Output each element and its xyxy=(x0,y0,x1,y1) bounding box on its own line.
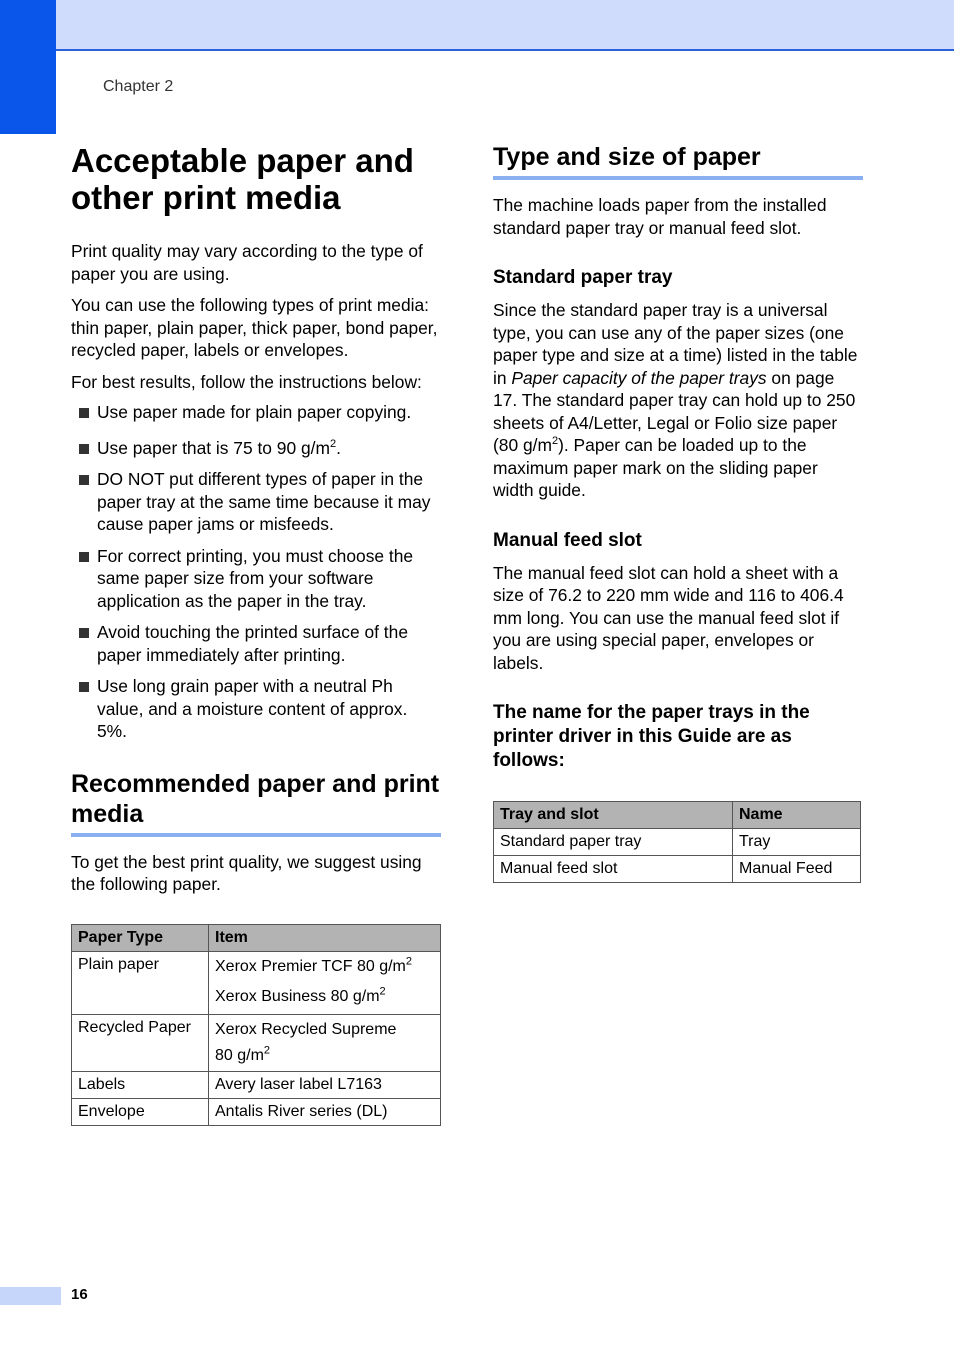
table-cell: Xerox Recycled Supreme 80 $g/m^2$ xyxy=(209,1014,441,1071)
instruction-list xyxy=(71,401,441,743)
table-row xyxy=(494,829,861,856)
recommended-intro: To get the best print quality, we suggest using the following paper. xyxy=(71,851,422,894)
square-bullet-icon xyxy=(79,408,89,418)
table-cell: Plain paper xyxy=(72,951,209,1014)
intro-paragraph-1: Print quality may vary according to the type of paper you are using. xyxy=(71,241,423,284)
table-cell: Xerox Premier TCF 80 $g/m^2$ Xerox Business 80 $g/m^2$ xyxy=(209,951,441,1014)
paper-type-table xyxy=(71,924,441,1126)
recommended-heading: Recommended paper and print media xyxy=(71,769,441,837)
list-item: Avoid touching the printed surface of the paper immediately after printing. xyxy=(71,621,441,666)
type-size-heading: Type and size of paper xyxy=(493,142,863,180)
table-cell: Avery laser label L7163 xyxy=(209,1071,441,1098)
standard-tray-heading: Standard paper tray xyxy=(493,267,673,288)
table-row xyxy=(72,1098,441,1125)
cross-reference-link[interactable]: Paper capacity of the paper trays xyxy=(511,367,767,388)
column-header: Name xyxy=(733,802,861,829)
square-bullet-icon xyxy=(79,628,89,638)
manual-feed-text: The manual feed slot can hold a sheet with a size of 76.2 to 220 mm wide and 116 to 406.4 mm long. You can use the manual feed slot if you are using special paper, envelopes or labels. xyxy=(493,562,844,673)
page-number: 16 xyxy=(71,1286,88,1303)
header-band xyxy=(0,0,954,51)
list-item: Use paper made for plain paper copying. xyxy=(71,401,441,424)
page-title: Acceptable paper and other print media xyxy=(71,142,414,216)
table-row xyxy=(72,951,441,1014)
column-header: Item xyxy=(209,924,441,951)
type-size-intro: The machine loads paper from the installed standard paper tray or manual feed slot. xyxy=(493,195,827,238)
left-column xyxy=(71,142,441,1126)
list-item: DO NOT put different types of paper in the paper tray at the same time because it may cause paper jams or misfeeds. xyxy=(71,468,441,536)
footer-bar xyxy=(0,1287,61,1305)
tray-names-heading: The name for the paper trays in the printer driver in this Guide are as follows: xyxy=(493,702,810,771)
tray-names-table xyxy=(493,801,861,883)
square-bullet-icon xyxy=(79,552,89,562)
table-cell: Envelope xyxy=(72,1098,209,1125)
list-item: Use paper that is 75 to 90 $g/m^2$. xyxy=(71,437,441,460)
table-header-row xyxy=(494,802,861,829)
square-bullet-icon xyxy=(79,475,89,485)
table-header-row xyxy=(72,924,441,951)
table-cell: Manual Feed xyxy=(733,856,861,883)
table-cell: Standard paper tray xyxy=(494,829,733,856)
column-header: Paper Type xyxy=(72,924,209,951)
table-cell: Manual feed slot xyxy=(494,856,733,883)
intro-paragraph-3: For best results, follow the instructions below: xyxy=(71,371,422,392)
standard-tray-text: Since the standard paper tray is a universal type, you can use any of the paper sizes (one paper type and size at a time) listed in the table in Paper capacity of the paper trays on page 17. The standard paper tray can hold up to 250 sheets of A4/Letter, Legal or Folio size paper (80 $g/m^2$). Paper can be loaded up to the maximum paper mark on the sliding paper width guide. xyxy=(493,300,858,500)
table-cell: Antalis River series (DL) xyxy=(209,1098,441,1125)
chapter-tab-marker xyxy=(0,0,56,134)
table-row xyxy=(72,1014,441,1071)
square-bullet-icon xyxy=(79,682,89,692)
column-header: Tray and slot xyxy=(494,802,733,829)
list-item: For correct printing, you must choose the same paper size from your software application as the paper in the tray. xyxy=(71,545,441,613)
table-cell: Labels xyxy=(72,1071,209,1098)
right-column xyxy=(493,142,863,883)
manual-feed-heading: Manual feed slot xyxy=(493,529,642,551)
table-cell: Tray xyxy=(733,829,861,856)
intro-paragraph-2: You can use the following types of print media: thin paper, plain paper, thick paper, bond paper, recycled paper, labels or envelopes. xyxy=(71,295,438,360)
table-cell: Recycled Paper xyxy=(72,1014,209,1071)
table-row xyxy=(494,856,861,883)
table-row xyxy=(72,1071,441,1098)
square-bullet-icon xyxy=(79,444,89,454)
list-item: Use long grain paper with a neutral Ph value, and a moisture content of approx. 5%. xyxy=(71,675,441,743)
chapter-label: Chapter 2 xyxy=(103,78,174,95)
